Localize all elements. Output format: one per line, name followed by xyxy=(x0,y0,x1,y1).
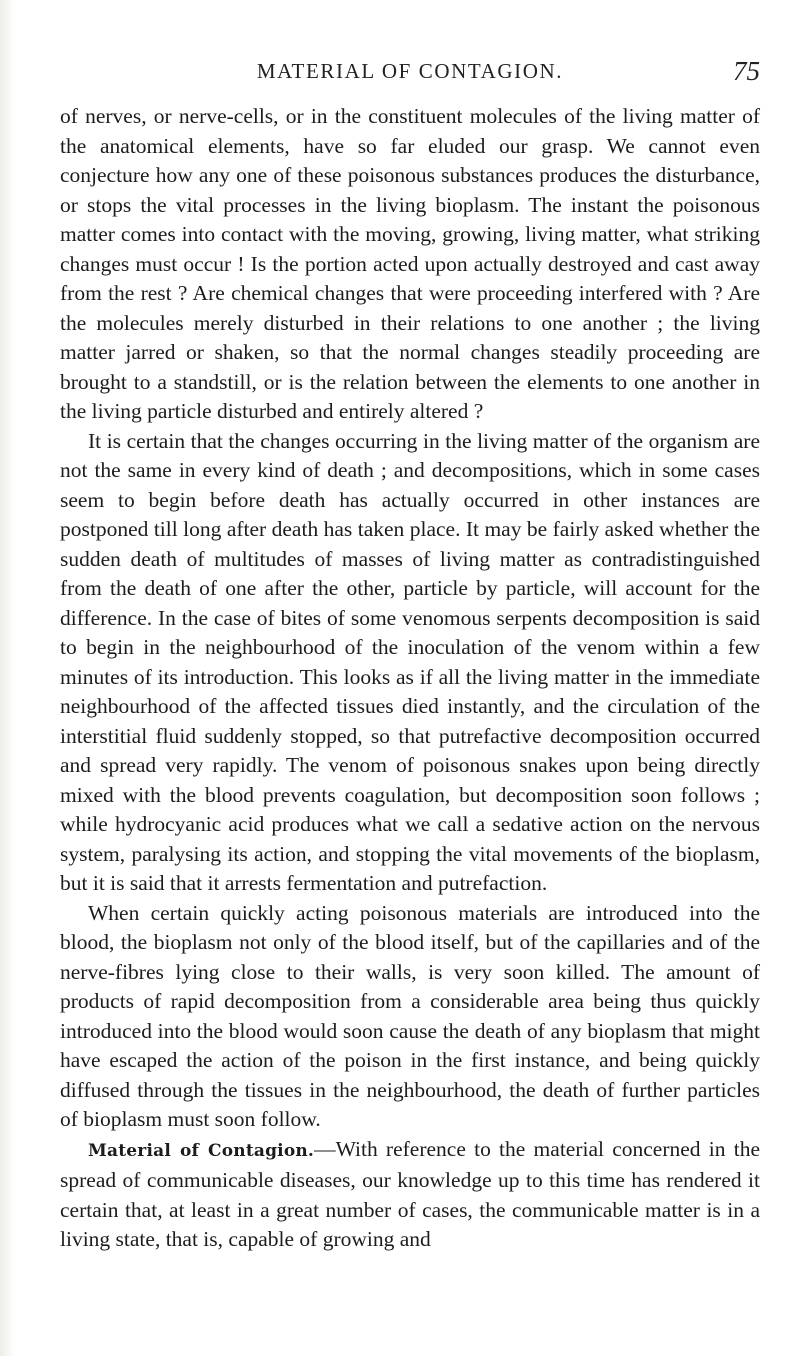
body-text xyxy=(60,102,760,1255)
page-number: 75 xyxy=(733,56,760,86)
paragraph-continued: of nerves, or nerve-cells, or in the constituent molecules of the living matter of the anatomical elements, have so far eluded our grasp. We cannot even conjecture how any one of these poisonous substances produces the disturbance, or stops the vital processes in the living bioplasm. The instant the poisonous matter comes into contact with the moving, growing, living matter, what striking changes must occur ! Is the portion acted upon actually destroyed and cast away from the rest ? Are chemical changes that were proceeding interfered with ? Are the molecules merely disturbed in their relations to one another ; the living matter jarred or shaken, so that the normal changes steadily proceeding are brought to a standstill, or is the relation between the elements to one another in the living particle disturbed and entirely altered ? xyxy=(60,104,760,423)
scan-edge-shadow xyxy=(0,0,14,1356)
page-header xyxy=(60,50,760,92)
section-body-text: —With reference to the material concerned in the spread of communicable diseases, our knowledge up to this time has rendered it certain that, at least in a great number of cases, the communicable matter is in a living state, that is, capable of growing and xyxy=(60,1136,761,1251)
book-page xyxy=(60,50,760,1255)
paragraph-death-changes: It is certain that the changes occurring in the living matter of the organism are not the same in every kind of death ; and decompositions, which in some cases seem to begin before death has actually occurred in other instances are postponed till long after death has taken place. It may be fairly asked whether the sudden death of multitudes of masses of living matter as contradistinguished from the death of one after the other, particle by particle, will account for the difference. In the case of bites of some venomous serpents decomposition is said to begin in the neighbourhood of the inoculation of the venom within a few minutes of its introduction. This looks as if all the living matter in the immediate neighbourhood of the affected tissues died instantly, and the circulation of the interstitial fluid suddenly stopped, so that putrefactive decomposition occurred and spread very rapidly. The venom of poisonous snakes upon being directly mixed with the blood prevents coagulation, but decomposition soon follows ; while hydrocyanic acid produces what we call a sedative action on the nervous system, paralysing its action, and stopping the vital movements of the bioplasm, but it is said that it arrests fermentation and putrefaction. xyxy=(60,428,760,895)
paragraph-poisonous-materials: When certain quickly acting poisonous materials are introduced into the blood, the bioplasm not only of the blood itself, but of the capillaries and of the nerve-fibres lying close to their walls, is very soon killed. The amount of products of rapid decomposition from a considerable area being thus quickly introduced into the blood would soon cause the death of any bioplasm that might have escaped the action of the poison in the first instance, and being quickly diffused through the tissues in the neighbourhood, the death of further particles of bioplasm must soon follow. xyxy=(60,900,760,1131)
section-side-heading: Material of Contagion. xyxy=(88,1140,315,1161)
running-head: MATERIAL OF CONTAGION. xyxy=(256,59,564,83)
paragraph-material-of-contagion xyxy=(60,1135,760,1255)
